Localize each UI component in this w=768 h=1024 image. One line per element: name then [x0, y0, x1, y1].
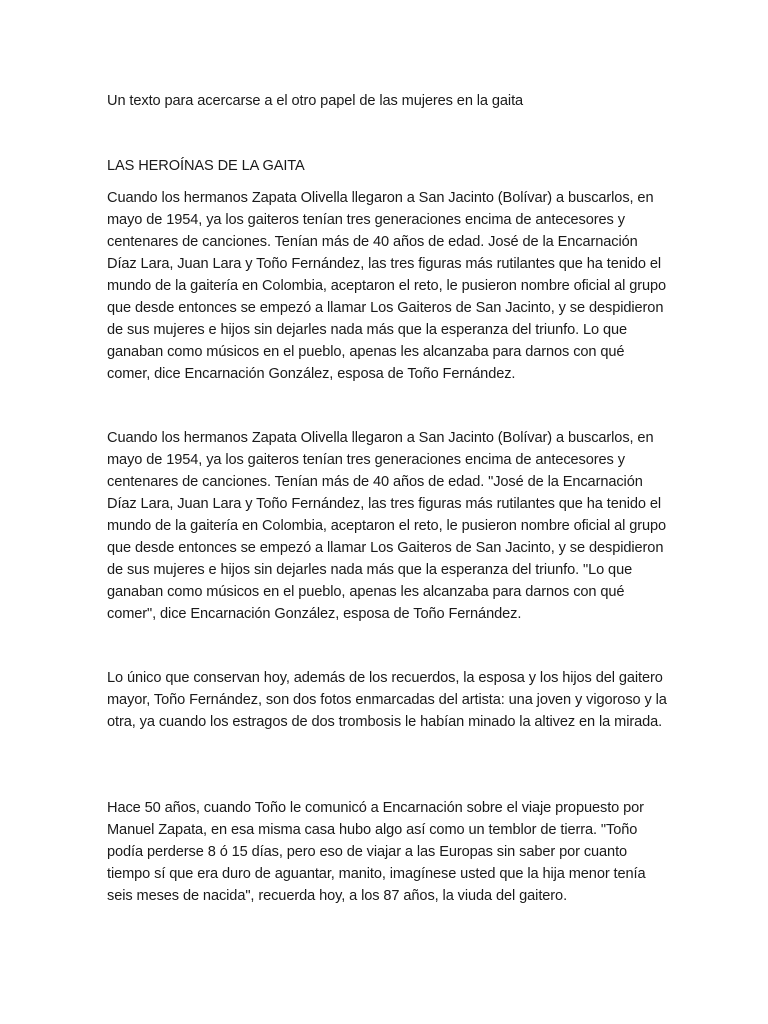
paragraph-3: Lo único que conservan hoy, además de los recuerdos, la esposa y los hijos del gaitero mayor, Toño Fernández, son dos fotos enmarcadas del artista: una joven y vigoroso y la otra, ya cuando los estragos de dos trombosis le habían minado la altivez en la mirada.: [107, 670, 667, 730]
intro-line: Un texto para acercarse a el otro papel de las mujeres en la gaita: [107, 93, 524, 109]
paragraph-2: Cuando los hermanos Zapata Olivella llegaron a San Jacinto (Bolívar) a buscarlos, en mayo de 1954, ya los gaiteros tenían tres generaciones encima de antecesores y centenares de canciones. Tenían más de 40 años de edad. "José de la Encarnación Díaz Lara, Juan Lara y Toño Fernández, las tres figuras más rutilantes que ha tenido el mundo de la gaitería en Colombia, aceptaron el reto, le pusieron nombre oficial al grupo que desde entonces se empezó a llamar Los Gaiteros de San Jacinto, y se despidieron de sus mujeres e hijos sin dejarles nada más que la esperanza del triunfo. "Lo que ganaban como músicos en el pueblo, apenas les alcanzaba para darnos con qué comer", dice Encarnación González, esposa de Toño Fernández.: [107, 430, 667, 622]
paragraph-4: Hace 50 años, cuando Toño le comunicó a Encarnación sobre el viaje propuesto por Manuel Zapata, en esa misma casa hubo algo así como un temblor de tierra. "Toño podía perderse 8 ó 15 días, pero eso de viajar a las Europas sin saber por cuanto tiempo sí que era duro de aguantar, manito, imagínese usted que la hija menor tenía seis meses de nacida", recuerda hoy, a los 87 años, la viuda del gaitero.: [107, 800, 646, 904]
article-heading: LAS HEROÍNAS DE LA GAITA: [107, 158, 305, 174]
paragraph-1: Cuando los hermanos Zapata Olivella llegaron a San Jacinto (Bolívar) a buscarlos, en mayo de 1954, ya los gaiteros tenían tres generaciones encima de antecesores y centenares de canciones. Tenían más de 40 años de edad. José de la Encarnación Díaz Lara, Juan Lara y Toño Fernández, las tres figuras más rutilantes que ha tenido el mundo de la gaitería en Colombia, aceptaron el reto, le pusieron nombre oficial al grupo que desde entonces se empezó a llamar Los Gaiteros de San Jacinto, y se despidieron de sus mujeres e hijos sin dejarles nada más que la esperanza del triunfo. Lo que ganaban como músicos en el pueblo, apenas les alcanzaba para darnos con qué comer, dice Encarnación González, esposa de Toño Fernández.: [107, 190, 667, 382]
